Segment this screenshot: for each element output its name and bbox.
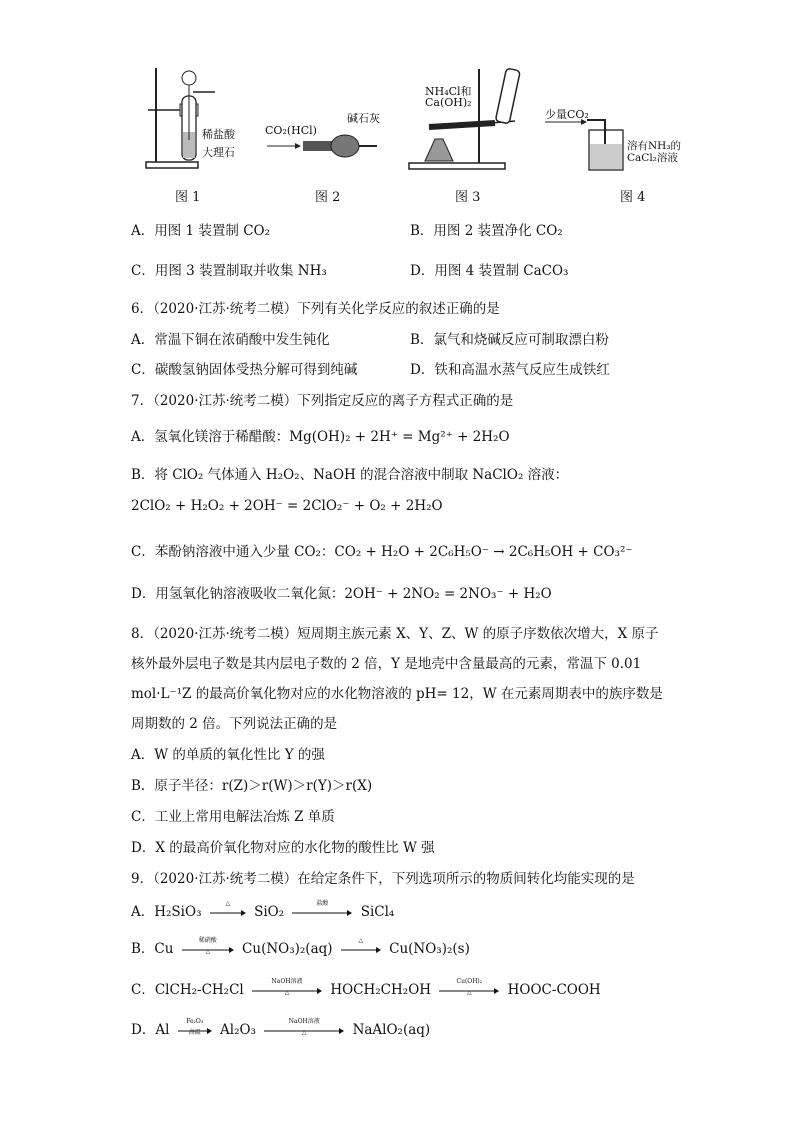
fig4-sol-label-2: CaCl₂溶液 xyxy=(627,152,678,164)
fig3-reagent-label-2: Ca(OH)₂ xyxy=(425,96,472,109)
q9-c-species-3: HOOC-COOH xyxy=(507,982,601,998)
q9-b-species-1: Cu xyxy=(154,941,174,957)
fig1-stone-label: 大理石 xyxy=(202,146,235,159)
q9-option-b xyxy=(131,937,470,957)
q5-option-c: C．用图 3 装置制取并收集 NH₃ xyxy=(131,263,327,279)
fig4-sol-label-1: 溶有NH₃的 xyxy=(627,140,682,152)
figure-3 xyxy=(405,65,535,177)
q7-option-b: B．将 ClO₂ 气体通入 H₂O₂、NaOH 的混合溶液中制取 NaClO₂ 溶液： xyxy=(131,467,569,483)
q9-a-prefix: A． xyxy=(131,904,155,920)
q9-d-species-1: Al xyxy=(155,1022,170,1038)
figure-2 xyxy=(265,110,400,160)
q5-option-a: A．用图 1 装置制 CO₂ xyxy=(131,223,271,239)
q9-b-arrow-2 xyxy=(341,936,381,954)
q8-stem-line-3: mol·L⁻¹Z 的最高价氧化物对应的水化物溶液的 pH= 12，W 在元素周期表中的族序数是 xyxy=(131,686,663,702)
q9-b-cond-1: 稀硝酸 xyxy=(198,936,217,944)
q9-a-arrow-2 xyxy=(292,899,352,917)
q9-b-species-3: Cu(NO₃)₂(s) xyxy=(389,941,470,957)
fig2-gas-label: CO₂(HCl) xyxy=(265,124,317,137)
q9-c-species-1: ClCH₂-CH₂Cl xyxy=(154,982,244,998)
q9-a-arrow-1 xyxy=(210,899,246,917)
fig4-gas-label: 少量CO₂ xyxy=(545,108,589,121)
q9-d-cond-2b: △ xyxy=(301,1028,307,1036)
figure-3-apparatus xyxy=(405,65,535,177)
q9-c-species-2: HOCH₂CH₂OH xyxy=(330,982,432,998)
q8-stem-line-1: 8．（2020·江苏·统考二模）短周期主族元素 X、Y、Z、W 的原子序数依次增大，X 原子 xyxy=(131,626,659,642)
fig2-lime-label: 碱石灰 xyxy=(347,112,380,125)
q9-b-cond-2: △ xyxy=(358,936,364,944)
q9-a-species-1: H₂SiO₃ xyxy=(154,904,202,920)
q9-a-species-3: SiCl₄ xyxy=(360,904,395,920)
q5-option-d: D．用图 4 装置制 CaCO₃ xyxy=(410,263,569,279)
q7-stem: 7．（2020·江苏·统考二模）下列指定反应的离子方程式正确的是 xyxy=(131,393,514,409)
fig1-acid-label: 稀盐酸 xyxy=(202,128,235,141)
q6-option-c: C．碳酸氢钠固体受热分解可得到纯碱 xyxy=(131,362,358,378)
q9-a-cond-2: 盐酸 xyxy=(316,899,329,907)
q6-option-a: A．常温下铜在浓硝酸中发生钝化 xyxy=(131,332,330,348)
q9-a-species-2: SiO₂ xyxy=(254,904,285,920)
q9-option-c xyxy=(131,978,601,998)
figure-1-apparatus xyxy=(140,60,260,175)
q9-d-prefix: D． xyxy=(131,1022,156,1038)
q9-c-arrow-2 xyxy=(439,977,499,996)
q8-option-c: C．工业上常用电解法冶炼 Z 单质 xyxy=(131,809,335,825)
q9-b-prefix: B． xyxy=(131,941,155,957)
figure-4-beaker xyxy=(545,98,695,173)
q9-d-arrow-1 xyxy=(178,1017,212,1036)
q9-stem: 9．（2020·江苏·统考二模）在给定条件下，下列选项所示的物质间转化均能实现的是 xyxy=(131,871,635,887)
q9-d-cond-1b: 高温 xyxy=(188,1028,201,1036)
q8-stem-line-2: 核外最外层电子数是其内层电子数的 2 倍，Y 是地壳中含量最高的元素，常温下 0.01 xyxy=(131,656,642,672)
q9-b-cond-1b: △ xyxy=(205,947,211,955)
q9-c-cond-2b: △ xyxy=(467,988,472,996)
q8-option-a: A．W 的单质的氧化性比 Y 的强 xyxy=(131,747,325,763)
q6-stem: 6．（2020·江苏·统考二模）下列有关化学反应的叙述正确的是 xyxy=(131,301,500,317)
q9-c-arrow-1 xyxy=(252,977,322,996)
q7-option-d: D．用氢氧化钠溶液吸收二氧化氮：2OH⁻ + 2NO₂ = 2NO₃⁻ + H₂O xyxy=(131,586,552,602)
figure-2-drying-tube xyxy=(265,110,400,160)
q7-option-c: C．苯酚钠溶液中通入少量 CO₂：CO₂ + H₂O + 2C₆H₅O⁻ → 2C₆H₅OH + CO₃²⁻ xyxy=(131,544,633,560)
q9-a-cond-1: △ xyxy=(225,899,231,907)
q9-c-cond-2: Cu(OH)₂ xyxy=(456,977,483,985)
q9-d-species-2: Al₂O₃ xyxy=(220,1022,256,1038)
q8-stem-line-4: 周期数的 2 倍。下列说法正确的是 xyxy=(131,716,338,732)
q9-option-d xyxy=(131,1018,430,1038)
q7-option-b-equation: 2ClO₂ + H₂O₂ + 2OH⁻ = 2ClO₂⁻ + O₂ + 2H₂O xyxy=(131,498,443,514)
q9-d-species-3: NaAlO₂(aq) xyxy=(352,1022,431,1038)
q7-option-a: A．氢氧化镁溶于稀醋酸：Mg(OH)₂ + 2H⁺ = Mg²⁺ + 2H₂O xyxy=(131,429,510,445)
figure-4 xyxy=(545,98,695,173)
q9-c-cond-1: NaOH溶液 xyxy=(271,977,303,985)
q6-option-d: D．铁和高温水蒸气反应生成铁红 xyxy=(410,362,610,378)
q9-b-species-2: Cu(NO₃)₂(aq) xyxy=(242,941,333,957)
q6-option-b: B．氯气和烧碱反应可制取漂白粉 xyxy=(410,332,609,348)
fig3-caption: 图 3 xyxy=(455,190,481,205)
q9-d-arrow-2 xyxy=(264,1017,344,1036)
fig1-caption: 图 1 xyxy=(175,190,201,205)
q9-option-a xyxy=(131,900,394,920)
fig3-reagent-label-1: NH₄Cl和 xyxy=(425,85,472,98)
q9-d-cond-2: NaOH溶液 xyxy=(288,1017,320,1025)
q9-c-cond-1b: △ xyxy=(284,988,290,996)
q8-option-d: D．X 的最高价氧化物对应的水化物的酸性比 W 强 xyxy=(131,840,435,856)
q9-d-cond-1: Fe₂O₃ xyxy=(186,1017,204,1025)
q8-option-b: B．原子半径：r(Z)＞r(W)＞r(Y)＞r(X) xyxy=(131,778,373,794)
q9-c-prefix: C． xyxy=(131,982,155,998)
figure-1 xyxy=(140,60,260,175)
fig4-caption: 图 4 xyxy=(620,190,646,205)
q5-option-b: B．用图 2 装置净化 CO₂ xyxy=(410,223,563,239)
fig2-caption: 图 2 xyxy=(315,190,341,205)
q9-b-arrow-1 xyxy=(182,936,234,955)
